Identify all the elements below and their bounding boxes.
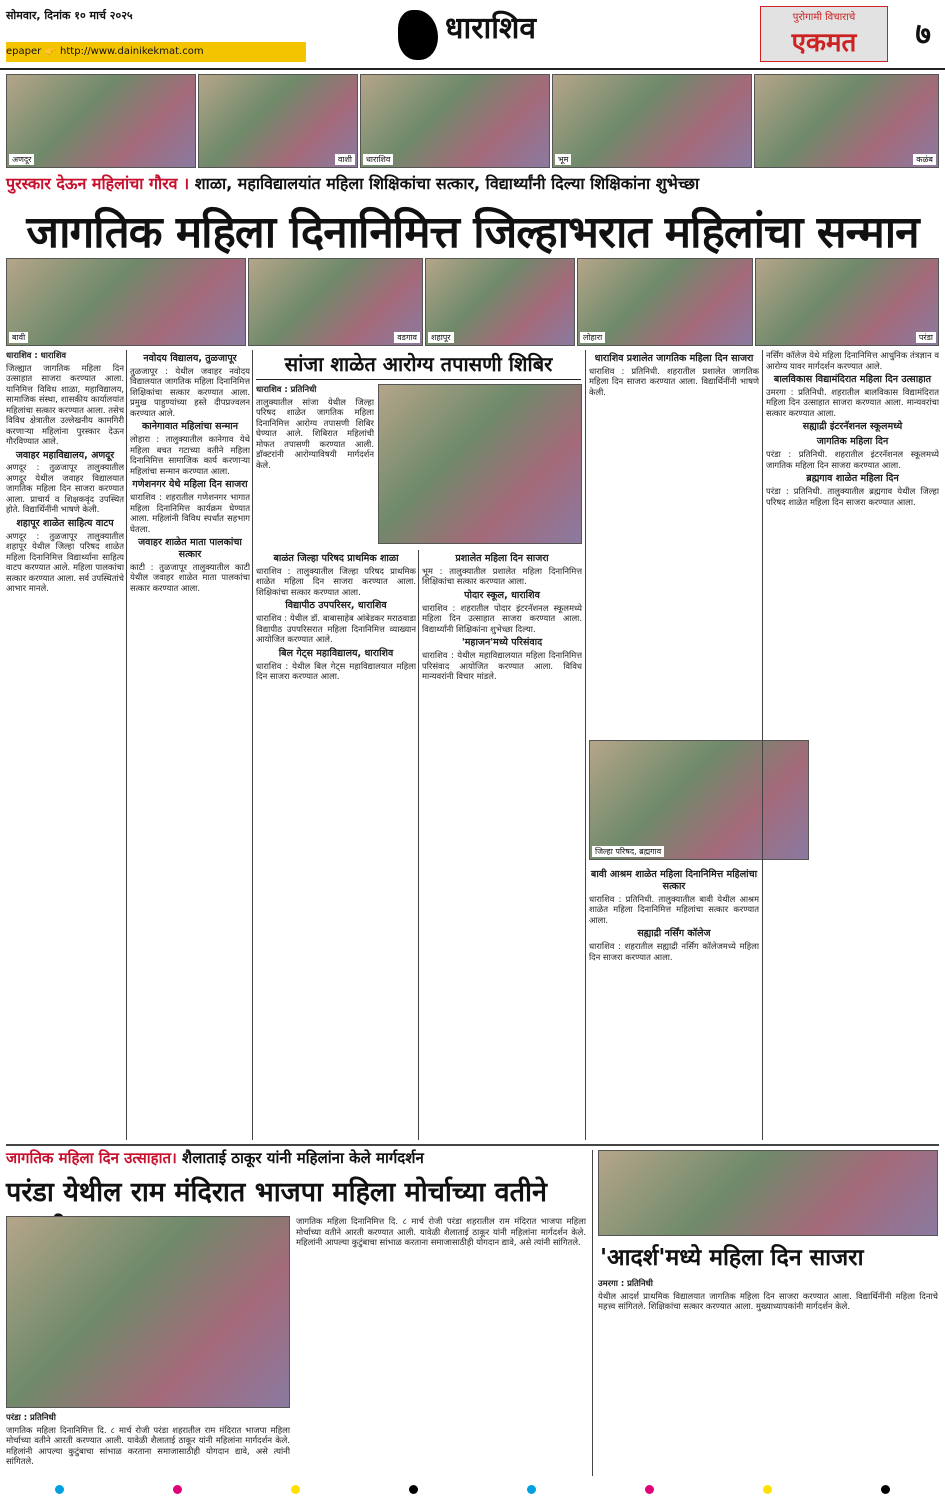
subheading: जागतिक महिला दिन (816, 436, 889, 448)
subheading: ब्रह्मगाव शाळेत महिला दिन (806, 473, 899, 485)
subheading: गणेशनगर येथे महिला दिन साजरा (132, 479, 248, 491)
article-body: धाराशिव : शहरातील गणेशनगर भागात महिला दिनानिमित्त कार्यक्रम घेण्यात आला. महिलांनी विविध स्पर्धांत सहभाग घेतला. (130, 492, 250, 534)
photo-caption: भूम (555, 154, 571, 165)
box-photo (378, 384, 582, 544)
photo-mid-4 (577, 258, 753, 346)
adarsh-headline: 'आदर्श'मध्ये महिला दिन साजरा (600, 1244, 864, 1271)
photo-top-1 (6, 74, 196, 168)
bottom-headline: परंडा येथील राम मंदिरात भाजपा महिला मोर्चाच्या वतीने (6, 1177, 548, 1208)
column-divider (252, 350, 253, 1140)
kicker-highlight: जागतिक महिला दिन उत्साहात। (6, 1149, 177, 1167)
brand-tagline: पुरोगामी विचाराचे (792, 12, 856, 23)
subheading: बाळंत जिल्हा परिषद प्राथमिक शाळा (273, 553, 399, 564)
edition-title: धाराशिव (445, 11, 537, 46)
brand-name: एकमत (791, 28, 857, 58)
article-body: अणदूर : तुळजापूर तालुक्यातील शहापूर येथील जिल्हा परिषद शाळेत महिला दिनानिमित्त विद्यार्थ्यांना साहित्य वाटप करण्यात आले. महिला पालकांचा सत्कार करण्यात आला. सर्व उपस्थितांचे आभार मानले. (6, 530, 124, 594)
subheading: जवाहर शाळेत माता पालकांचा सत्कार (138, 537, 242, 560)
kicker-text: शाळा, महाविद्यालयांत महिला शिक्षिकांचा सत्कार, विद्यार्थ्यांनी दिल्या शिक्षिकांना शुभेच्छा (194, 174, 700, 193)
column-divider (585, 350, 586, 1140)
bottom-kicker (6, 1148, 586, 1172)
subheading: बिल गेट्स महाविद्यालय, धाराशिव (278, 647, 394, 659)
registration-dot (55, 1485, 64, 1494)
kicker-text: शैलाताई ठाकूर यांनी महिलांना केले मार्गदर्शन (182, 1149, 424, 1167)
masthead (0, 0, 945, 70)
subheading: प्रशालेत महिला दिन साजरा (455, 553, 549, 564)
photo-caption: बावी (9, 332, 28, 343)
photo-caption: परंडा (916, 332, 936, 343)
photo-top-2 (198, 74, 358, 168)
subheading: सह्याद्री इंटरनॅशनल स्कूलमध्ये (802, 421, 903, 433)
article-body: धाराशिव : येथील डॉ. बाबासाहेब आंबेडकर मराठवाडा विद्यापीठ उपपरिसरात महिला दिनानिमित्त व्याख्यान आयोजित करण्यात आले. (256, 613, 416, 645)
subheading: 'महाजन'मध्ये परिसंवाद (461, 637, 543, 649)
article-body: धाराशिव : शहरातील पोदार इंटरनॅशनल स्कूलमध्ये महिला दिन उत्साहात साजरा करण्यात आला. विद्यार्थ्यांनी शिक्षिकांना शुभेच्छा दिल्या. (422, 602, 582, 634)
photo-parnda-arti (6, 1216, 290, 1408)
subheading: कानेगावात महिलांचा सन्मान (141, 421, 239, 433)
article-body: धाराशिव : प्रतिनिधी. तालुक्यातील बावी येथील आश्रम शाळेत महिला दिनानिमित्त महिलांचा सत्कार करण्यात आला. (589, 893, 759, 925)
registration-dot (645, 1485, 654, 1494)
issue-date: सोमवार, दिनांक १० मार्च २०२५ (6, 9, 133, 22)
adarsh-article (598, 1278, 938, 1476)
article-body: तुळजापूर : येथील जवाहर नवोदय विद्यालयात जागतिक महिला दिनानिमित्त शिक्षिकांचा सत्कार करण्यात आला. प्रमुख पाहुण्यांच्या हस्ते दीपप्रज्वलन करण्यात आले. (130, 365, 250, 418)
bottom-article-right (296, 1216, 586, 1476)
article-body: लोहारा : तालुक्यातील कानेगाव येथे महिला बचत गटाच्या वतीने महिला दिनानिमित्त सामाजिक कार्य करणाऱ्या महिलांचा सन्मान करण्यात आला. (130, 434, 250, 476)
article-column-5b (589, 866, 759, 1140)
photo-mid-5 (755, 258, 939, 346)
column-divider (418, 550, 419, 1140)
article-body: येथील आदर्श प्राथमिक विद्यालयात जागतिक महिला दिन साजरा करण्यात आला. विद्यार्थिनींनी महिला दिनाचे महत्त्व सांगितले. शिक्षिकांचा सत्कार करण्यात आला. मुख्याध्यापकांनी मार्गदर्शन केले. (598, 1290, 938, 1311)
bottom-article (6, 1412, 290, 1476)
photo-caption: शहापूर (428, 332, 454, 343)
print-registration-marks (0, 1480, 945, 1498)
registration-dot (527, 1485, 536, 1494)
box-article-left (256, 384, 374, 544)
article-body: धाराशिव : तालुक्यातील जिल्हा परिषद प्राथमिक शाळेत महिला दिन साजरा करण्यात आला. शिक्षिकांचा सत्कार करण्यात आला. (256, 565, 416, 597)
photo-caption: वाशी (335, 154, 355, 165)
photo-caption: जिल्हा परिषद, ब्रह्मगाव (592, 846, 664, 857)
photo-caption: वडगाव (394, 332, 420, 343)
article-body: काटी : तुळजापूर तालुक्यातील काटी येथील जवाहर शाळेत माता पालकांचा सत्कार करण्यात आला. (130, 561, 250, 593)
photo-caption: लोहारा (580, 332, 605, 343)
subheading: विद्यापीठ उपपरिसर, धाराशिव (285, 600, 387, 612)
kicker-highlight: पुरस्कार देऊन महिलांचा गौरव । (6, 174, 190, 193)
registration-dot (409, 1485, 418, 1494)
photo-mid-3 (425, 258, 575, 346)
dateline: धाराशिव : धाराशिव (6, 350, 67, 360)
article-body: भूम : तालुक्यातील प्रशालेत महिला दिनानिमित्त शिक्षिकांचा सत्कार करण्यात आला. (422, 565, 582, 587)
photo-top-4 (552, 74, 752, 168)
page-number: ७ (915, 17, 931, 52)
box-headline: सांजा शाळेत आरोग्य तपासणी शिबिर (256, 350, 581, 380)
article-body: अणदूर : तुळजापूर तालुक्यातील अणदूर येथील जवाहर विद्यालयात जागतिक महिला दिन साजरा करण्यात आला. प्राचार्य व शिक्षकवृंद उपस्थित होते. विद्यार्थिनींनी भाषणे केली. (6, 462, 124, 515)
article-body: उमरगा : प्रतिनिधी. शहरातील बालविकास विद्यामंदिरात महिला दिन उत्साहात साजरा करण्यात आला. मान्यवरांचा सत्कार करण्यात आला. (766, 386, 939, 418)
photo-top-3 (360, 74, 550, 168)
registration-dot (291, 1485, 300, 1494)
district-map-icon (398, 10, 438, 60)
article-column-5 (589, 350, 759, 730)
subheading: बालविकास विद्यामंदिरात महिला दिन उत्साहात (773, 374, 932, 385)
column-divider (126, 350, 127, 1140)
subheading: नवोदय विद्यालय, तुळजापूर (143, 353, 237, 364)
photo-adarsh (598, 1150, 938, 1236)
column-divider (592, 1150, 593, 1476)
article-body: धाराशिव : येथील महाविद्यालयात महिला दिनानिमित्त परिसंवाद आयोजित करण्यात आला. विविध मान्यवरांनी विचार मांडले. (422, 650, 582, 682)
subheading: बावी आश्रम शाळेत महिला दिनानिमित्त महिलांचा सत्कार (590, 869, 758, 892)
article-column-3 (256, 550, 416, 1140)
article-body: जिल्ह्यात जागतिक महिला दिन उत्साहात साजरा करण्यात आला. यानिमित्त विविध शाळा, महाविद्यालय, सामाजिक संस्था, शासकीय कार्यालयांत महिलांचा सत्कार करण्यात आला. तसेच विविध क्षेत्रातील उल्लेखनीय कामगिरी करणाऱ्या महिलांना पुरस्कार देऊन गौरविण्यात आले. (6, 362, 124, 446)
subheading: सह्याद्री नर्सिंग कॉलेज (637, 928, 711, 940)
article-column-1 (6, 350, 124, 1140)
registration-dot (763, 1485, 772, 1494)
article-column-4 (422, 550, 582, 1140)
subheading: धाराशिव प्रशालेत जागतिक महिला दिन साजरा (594, 353, 754, 364)
subheading: जवाहर महाविद्यालय, अणदूर (15, 449, 115, 461)
dateline: उमरगा : प्रतिनिधी (598, 1278, 653, 1288)
brand-logo (760, 6, 888, 62)
article-body: धाराशिव : येथील बिल गेट्स महाविद्यालयात महिला दिन साजरा करण्यात आला. (256, 660, 416, 682)
registration-dot (881, 1485, 890, 1494)
dateline: धाराशिव : प्रतिनिधी (256, 384, 317, 394)
article-column-2 (130, 350, 250, 1140)
photo-caption: अणदूर (9, 154, 34, 165)
headline-kicker (6, 172, 939, 198)
subheading: पोदार स्कूल, धाराशिव (464, 589, 540, 601)
photo-caption: धाराशिव (363, 154, 393, 165)
article-body: जागतिक महिला दिनानिमित्त दि. ८ मार्च रोजी परंडा शहरातील राम मंदिरात भाजपा महिला मोर्चाच्या वतीने आरती करण्यात आली. यावेळी शैलाताई ठाकूर यांनी महिलांना मार्गदर्शन केले. महिलांनी आपल्या कुटुंबाचा सांभाळ करताना समाजासाठीही योगदान द्यावे, असे त्यांनी सांगितले. (6, 1424, 290, 1466)
photo-mid-2 (248, 258, 423, 346)
section-divider (6, 1144, 939, 1146)
article-body: धाराशिव : प्रतिनिधी. शहरातील प्रशालेत जागतिक महिला दिन साजरा करण्यात आला. विद्यार्थिनींनी भाषणे केली. (589, 365, 759, 397)
epaper-link[interactable]: epaper 👉 http://www.dainikekmat.com (6, 46, 204, 57)
subheading: शहापूर शाळेत साहित्य वाटप (16, 517, 114, 529)
article-column-6 (766, 350, 939, 1140)
column-divider (762, 350, 763, 1140)
article-body: तालुक्यातील सांजा येथील जिल्हा परिषद शाळेत जागतिक महिला दिनानिमित्त आरोग्य तपासणी शिबिर घेण्यात आले. शिबिरात महिलांची मोफत तपासणी करण्यात आली. डॉक्टरांनी आरोग्याविषयी मार्गदर्शन केले. (256, 396, 374, 470)
dateline: परंडा : प्रतिनिधी (6, 1412, 56, 1422)
article-body: परंडा : प्रतिनिधी. तालुक्यातील ब्रह्मगाव येथील जिल्हा परिषद शाळेत महिला दिन साजरा करण्यात आला. (766, 486, 939, 507)
article-body: नर्सिंग कॉलेज येथे महिला दिनानिमित्त आधुनिक तंत्रज्ञान व आरोग्य यावर मार्गदर्शन करण्यात आले. (766, 350, 939, 371)
main-headline: जागतिक महिला दिनानिमित्त जिल्हाभरात महिलांचा सन्मान (26, 207, 919, 258)
photo-top-5 (754, 74, 939, 168)
article-body: जागतिक महिला दिनानिमित्त दि. ८ मार्च रोजी परंडा शहरातील राम मंदिरात भाजपा महिला मोर्चाच्या वतीने आरती करण्यात आली. यावेळी शैलाताई ठाकूर यांनी महिलांना मार्गदर्शन केले. महिलांनी आपल्या कुटुंबाचा सांभाळ करताना समाजासाठीही योगदान द्यावे, असे त्यांनी सांगितले. (296, 1216, 586, 1247)
article-body: परंडा : प्रतिनिधी. शहरातील इंटरनॅशनल स्कूलमध्ये जागतिक महिला दिन साजरा करण्यात आला. (766, 449, 939, 470)
registration-dot (173, 1485, 182, 1494)
article-body: धाराशिव : शहरातील सह्याद्री नर्सिंग कॉलेजमध्ये महिला दिन साजरा करण्यात आला. (589, 941, 759, 962)
photo-caption: कळंब (913, 154, 936, 165)
photo-mid-1 (6, 258, 246, 346)
